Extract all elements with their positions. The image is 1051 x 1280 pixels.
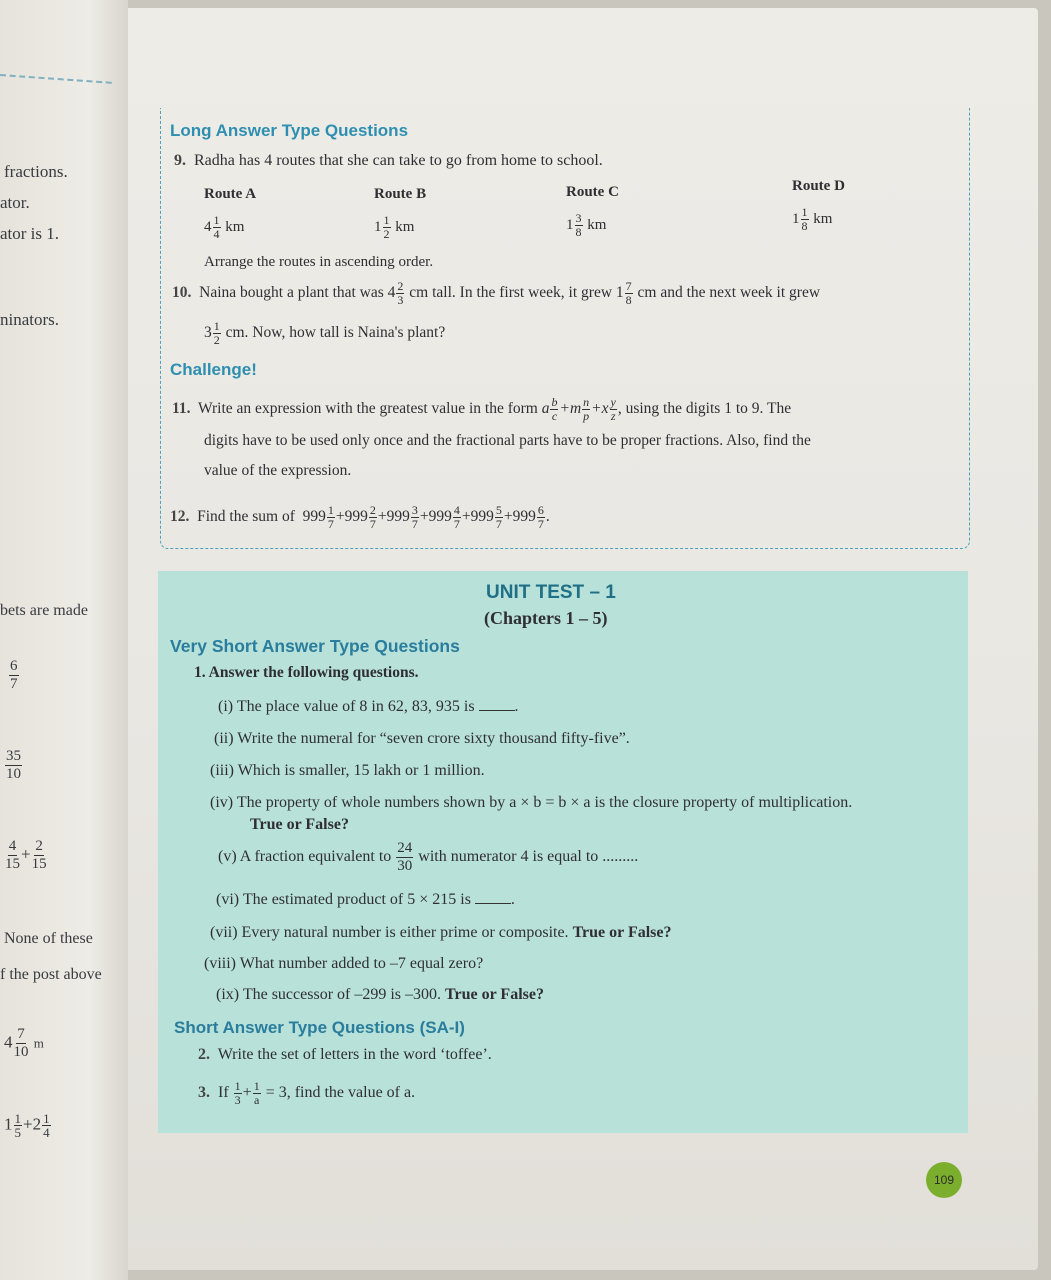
route-d-label: Route D (792, 178, 845, 194)
left-text: ator is 1. (0, 224, 60, 243)
left-text: ninators. (0, 310, 60, 329)
question-12: 12. Find the sum of 999 $\frac{1}{7}$ +999 $\frac{2}{7}$ +999 $\frac{3}{7}$ +999 $\frac{4}{7}$ +999 $\frac{5}{7}$ +999 $\frac{6}{7}$ . (170, 503, 550, 531)
unit-item-iv-tf: True or False? (250, 816, 349, 833)
route-c-distance: 1 $\frac{3}{8}$ km (566, 211, 607, 239)
unit-item-v: (v) A fraction equivalent to $\frac{24}{30}$ with numerator 4 is equal to ......... (218, 840, 639, 874)
question-9-instruction: Arrange the routes in ascending order. (204, 254, 434, 270)
left-text: fractions. (4, 162, 68, 181)
route-c-label: Route C (566, 184, 619, 200)
unit-item-vii: (vii) Every natural number is either prime or composite. True or False? (210, 924, 672, 941)
left-fraction: $\frac{35}{10}$ (6, 748, 21, 782)
left-fraction-sum: 1 $\frac{1}{5}$ +2 $\frac{1}{4}$ (4, 1111, 50, 1140)
left-page-edge (0, 0, 128, 1280)
left-text: f the post above (0, 966, 102, 983)
left-fraction: $\frac{6}{7}$ (10, 658, 18, 692)
question-9: 9. Radha has 4 routes that she can take to go from home to school. (174, 152, 603, 169)
page-number-badge: 109 (926, 1162, 962, 1198)
route-b-label: Route B (374, 186, 427, 202)
vsa-title: Very Short Answer Type Questions (170, 636, 460, 656)
left-fraction-sum: $\frac{4}{15}$ + $\frac{2}{15}$ (5, 838, 47, 872)
unit-item-viii: (viii) What number added to –7 equal zero? (204, 955, 484, 972)
unit-item-iii: (iii) Which is smaller, 15 lakh or 1 million. (210, 762, 485, 779)
long-answer-title: Long Answer Type Questions (170, 121, 409, 140)
question-10: 10. Naina bought a plant that was 4 $\frac{2}{3}$ cm tall. In the first week, it grew 1 $\frac{7}{8}$ cm and the next week it grew (172, 279, 821, 307)
left-text: ator. (0, 193, 30, 212)
question-11-line3: value of the expression. (204, 462, 352, 479)
unit-question-1: 1. Answer the following questions. (194, 664, 419, 681)
unit-test-title: UNIT TEST – 1 (486, 582, 616, 603)
unit-item-ix: (ix) The successor of –299 is –300. True or False? (216, 986, 544, 1003)
unit-test-chapters: (Chapters 1 – 5) (484, 608, 608, 628)
challenge-title: Challenge! (170, 360, 257, 379)
route-a-label: Route A (204, 186, 257, 202)
route-b-distance: 1 $\frac{1}{2}$ km (374, 213, 415, 241)
route-a-distance: 4 $\frac{1}{4}$ km (204, 213, 245, 241)
left-fraction-mixed: 4 $\frac{7}{10}$ m (4, 1026, 44, 1060)
unit-question-3: 3. If $\frac{1}{3}$ + $\frac{1}{a}$ = 3, find the value of a. (198, 1079, 416, 1107)
unit-item-iv: (iv) The property of whole numbers shown by a × b = b × a is the closure property of multiplication. (210, 794, 853, 811)
unit-question-2: 2. Write the set of letters in the word ‘toffee’. (198, 1046, 492, 1063)
question-10-line2: 3 $\frac{1}{2}$ cm. Now, how tall is Naina's plant? (204, 319, 446, 347)
left-text: None of these (4, 930, 93, 947)
unit-item-vi: (vi) The estimated product of 5 × 215 is . (216, 891, 515, 908)
left-dashed-line (0, 74, 112, 84)
book-page (128, 8, 1038, 1270)
left-text: bets are made (0, 602, 88, 619)
unit-item-ii: (ii) Write the numeral for “seven crore sixty thousand fifty-five”. (214, 730, 630, 747)
unit-item-i: (i) The place value of 8 in 62, 83, 935 is . (218, 698, 519, 715)
question-11: 11. Write an expression with the greatest value in the form a $\frac{b}{c}$ +m $\frac{n}{p}$ +x $\frac{y}{z}$ , using the digits 1 to 9. The (172, 395, 792, 423)
sa-title: Short Answer Type Questions (SA-I) (174, 1018, 465, 1037)
route-d-distance: 1 $\frac{1}{8}$ km (792, 205, 833, 233)
question-11-line2: digits have to be used only once and the fractional parts have to be proper fractions. Also, find the (204, 432, 811, 449)
